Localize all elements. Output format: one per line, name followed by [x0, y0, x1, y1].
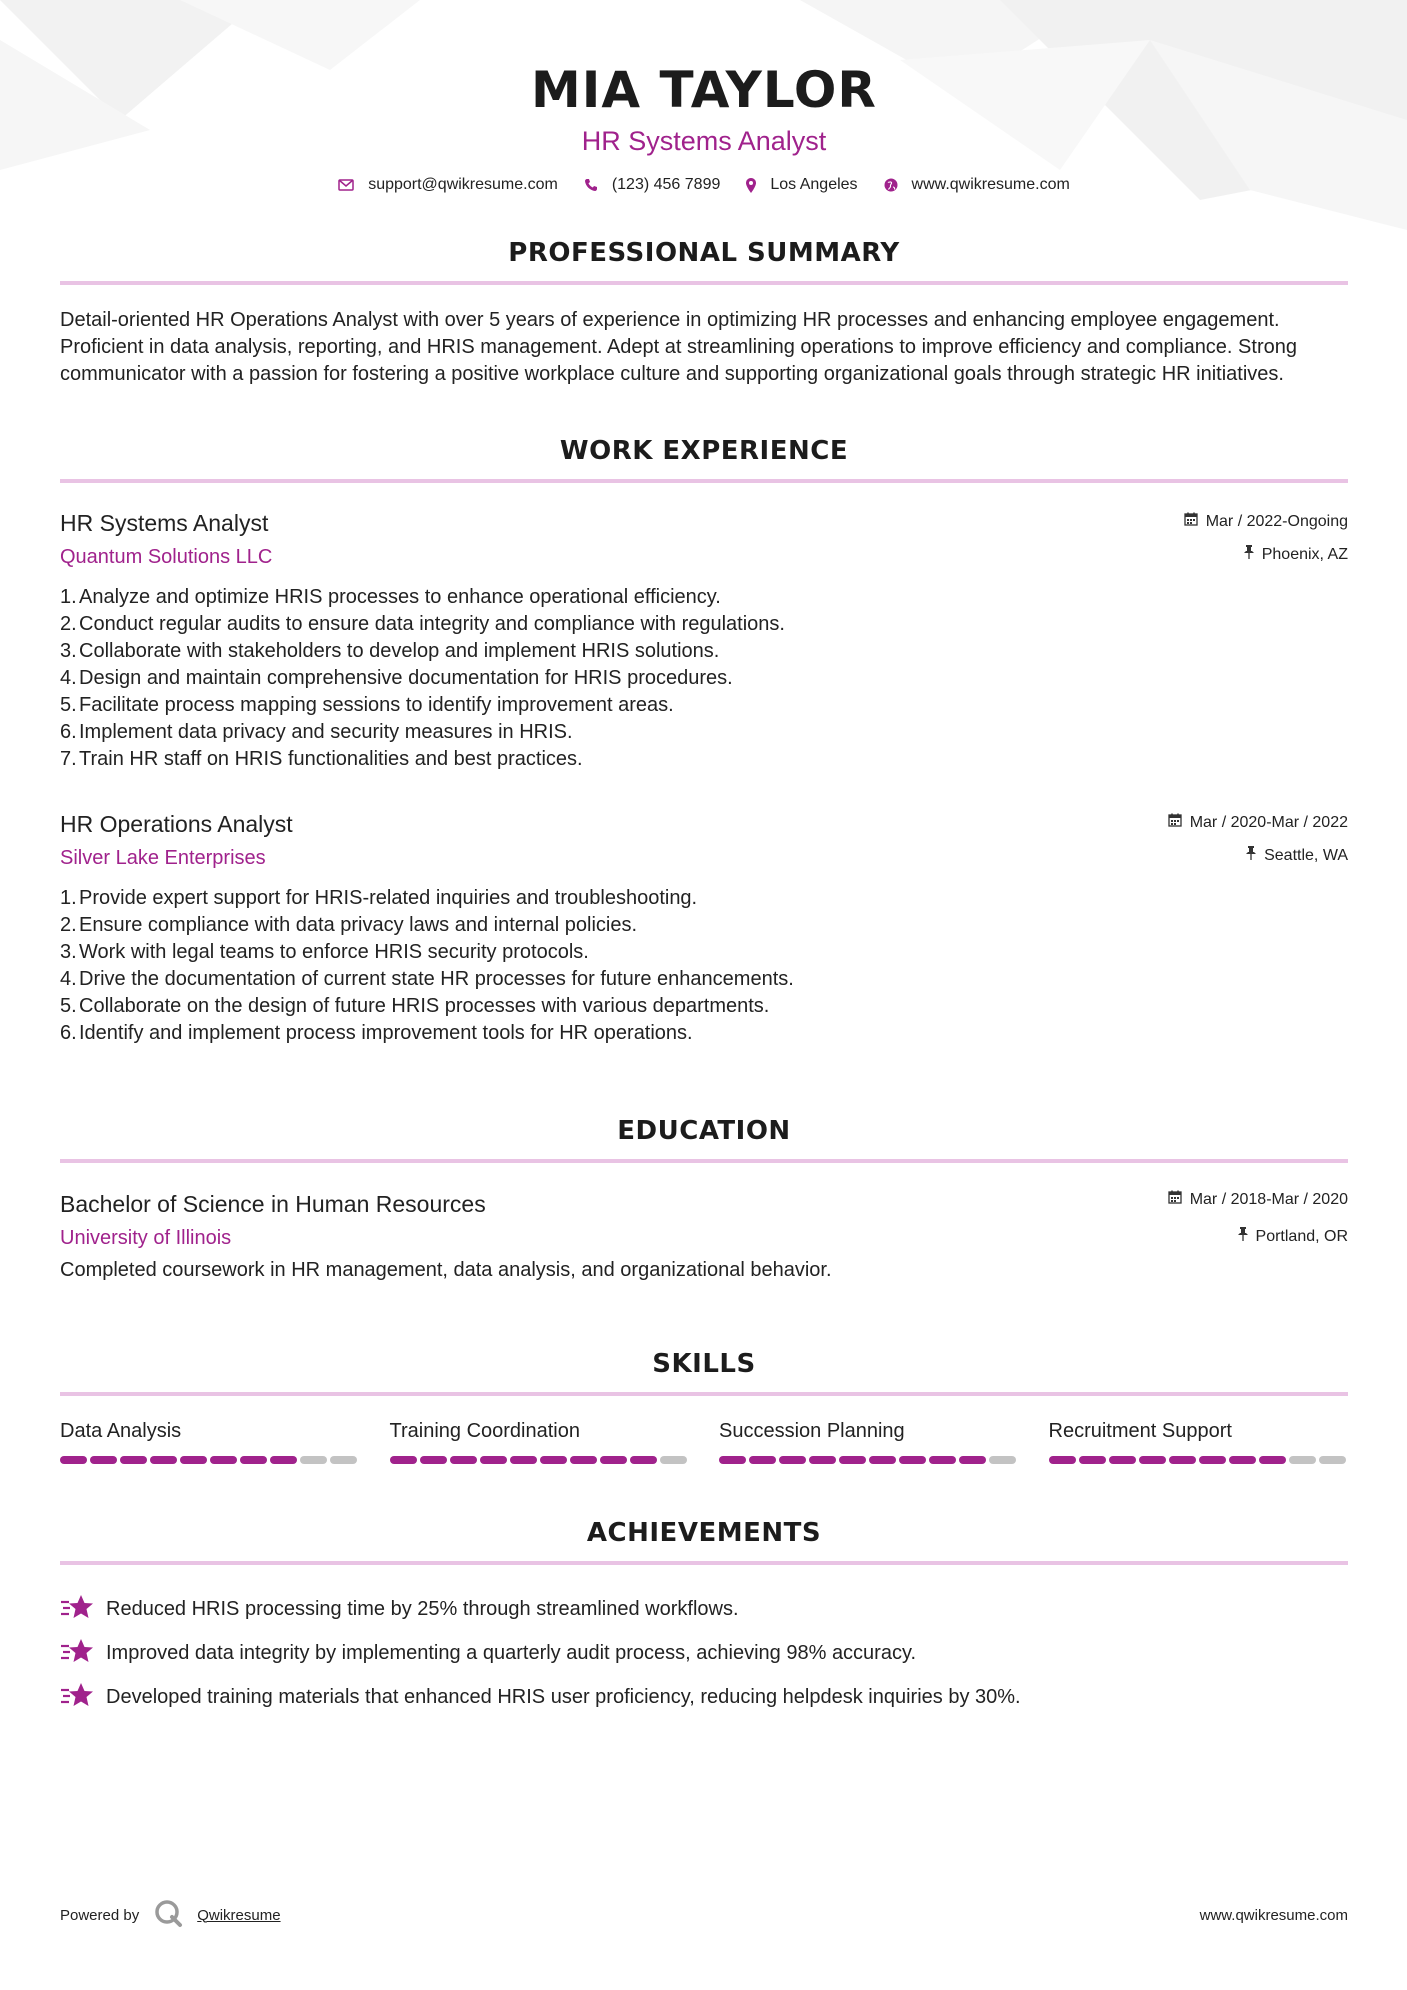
list-item: 2. Ensure compliance with data privacy laws and internal policies. [60, 914, 638, 936]
resume-page [60, 0, 1348, 1708]
phone-icon [584, 178, 598, 192]
powered-by-label: Powered by [60, 1906, 140, 1924]
map-pin-icon [746, 178, 756, 193]
skill-segment-filled [510, 1456, 537, 1464]
qwikresume-logo-icon [153, 1898, 183, 1932]
education-location [1238, 1227, 1348, 1246]
job-location-text: Seattle, WA [1264, 846, 1348, 864]
achievements-list [60, 1587, 1348, 1719]
list-item: 6. Identify and implement process improvement tools for HR operations. [60, 1022, 693, 1044]
list-item: 5. Facilitate process mapping sessions to identify improvement areas. [60, 694, 674, 716]
skill-name: Recruitment Support [1048, 1420, 1232, 1442]
skills-list [60, 1418, 1348, 1464]
calendar-icon [1168, 813, 1182, 832]
skill-name: Succession Planning [719, 1420, 905, 1442]
skill-segment-filled [1169, 1456, 1196, 1464]
list-item: 5. Collaborate on the design of future HRIS processes with various departments. [60, 995, 770, 1017]
skill-segment-empty [300, 1456, 327, 1464]
page-footer [60, 1898, 1348, 1932]
section-divider [60, 281, 1348, 285]
job-role: HR Systems Analyst [60, 510, 269, 536]
achievement-text: Reduced HRIS processing time by 25% through streamlined workflows. [106, 1598, 739, 1620]
job-location-text: Phoenix, AZ [1261, 545, 1348, 563]
contact-phone[interactable] [584, 176, 721, 194]
footer-website-link[interactable]: www.qwikresume.com [1199, 1906, 1348, 1924]
candidate-name: MIA TAYLOR [531, 61, 877, 119]
website-text: www.qwikresume.com [911, 176, 1070, 193]
skill-segment-filled [1229, 1456, 1256, 1464]
skill-segment-filled [779, 1456, 806, 1464]
skill-segment-filled [630, 1456, 657, 1464]
skill-segment-filled [210, 1456, 237, 1464]
skill-segment-filled [1049, 1456, 1076, 1464]
star-icon [60, 1593, 94, 1626]
pushpin-icon [1244, 545, 1254, 564]
job-date [1168, 813, 1348, 832]
skill-item [60, 1418, 360, 1464]
calendar-icon [1168, 1190, 1182, 1209]
job-bullets [60, 885, 1348, 1047]
skill-segment-filled [869, 1456, 896, 1464]
list-item [60, 1631, 1348, 1675]
education-location-text: Portland, OR [1255, 1227, 1348, 1245]
experience-section [60, 434, 1348, 483]
degree-title: Bachelor of Science in Human Resources [60, 1191, 486, 1217]
skill-name: Training Coordination [389, 1420, 580, 1442]
skill-segment-filled [959, 1456, 986, 1464]
skill-segment-filled [150, 1456, 177, 1464]
location-text: Los Angeles [770, 176, 858, 193]
education-entry [60, 1189, 1348, 1284]
pushpin-icon [1238, 1227, 1248, 1246]
job-date [1184, 512, 1348, 531]
skill-item [1049, 1418, 1349, 1464]
skill-segment-empty [660, 1456, 687, 1464]
job-date-text: Mar / 2020-Mar / 2022 [1189, 813, 1348, 831]
summary-heading: PROFESSIONAL SUMMARY [508, 238, 900, 268]
skill-segment-filled [839, 1456, 866, 1464]
skill-segment-filled [719, 1456, 746, 1464]
brand-link[interactable]: Qwikresume [197, 1906, 281, 1924]
skill-segment-filled [90, 1456, 117, 1464]
education-date-text: Mar / 2018-Mar / 2020 [1189, 1190, 1348, 1208]
education-section [60, 1114, 1348, 1163]
list-item: 1. Analyze and optimize HRIS processes to enhance operational efficiency. [60, 586, 721, 608]
calendar-icon [1184, 512, 1198, 531]
achievement-text: Developed training materials that enhanced HRIS user proficiency, reducing helpdesk inquiries by 30%. [106, 1686, 1021, 1708]
skill-segment-filled [929, 1456, 956, 1464]
education-description: Completed coursework in HR management, data analysis, and organizational behavior. [60, 1259, 832, 1281]
skill-segment-filled [540, 1456, 567, 1464]
skill-segment-empty [989, 1456, 1016, 1464]
achievements-section [60, 1516, 1348, 1719]
skill-item [390, 1418, 690, 1464]
skills-section [60, 1347, 1348, 1464]
section-divider [60, 1159, 1348, 1163]
skill-level-bar [719, 1456, 1019, 1464]
skill-segment-filled [240, 1456, 267, 1464]
list-item: 1. Provide expert support for HRIS-related inquiries and troubleshooting. [60, 887, 698, 909]
section-divider [60, 479, 1348, 483]
job-location [1246, 846, 1348, 865]
skill-level-bar [1049, 1456, 1349, 1464]
star-icon [60, 1681, 94, 1714]
skill-segment-filled [1139, 1456, 1166, 1464]
contact-row [60, 176, 1348, 194]
job-company: Quantum Solutions LLC [60, 546, 273, 568]
powered-by [60, 1898, 281, 1932]
job-company: Silver Lake Enterprises [60, 847, 266, 869]
skill-segment-filled [570, 1456, 597, 1464]
contact-website[interactable] [884, 176, 1070, 194]
skill-segment-filled [450, 1456, 477, 1464]
list-item: 4. Drive the documentation of current state HR processes for future enhancements. [60, 968, 794, 990]
experience-heading: WORK EXPERIENCE [559, 436, 849, 466]
skills-heading: SKILLS [652, 1349, 756, 1379]
skill-segment-filled [390, 1456, 417, 1464]
resume-header [60, 0, 1348, 194]
list-item: 4. Design and maintain comprehensive documentation for HRIS procedures. [60, 667, 733, 689]
list-item [60, 1675, 1348, 1719]
star-icon [60, 1637, 94, 1670]
phone-text: (123) 456 7899 [611, 176, 721, 193]
education-date [1168, 1190, 1348, 1209]
skill-segment-filled [420, 1456, 447, 1464]
achievements-heading: ACHIEVEMENTS [586, 1518, 822, 1548]
skill-segment-filled [120, 1456, 147, 1464]
skill-segment-filled [180, 1456, 207, 1464]
list-item: 7. Train HR staff on HRIS functionalities and best practices. [60, 748, 583, 770]
skill-segment-filled [749, 1456, 776, 1464]
skill-segment-filled [1259, 1456, 1286, 1464]
skill-segment-filled [60, 1456, 87, 1464]
envelope-icon [338, 179, 354, 191]
skill-segment-filled [1079, 1456, 1106, 1464]
achievement-text: Improved data integrity by implementing a quarterly audit process, achieving 98% accuracy. [106, 1642, 917, 1664]
skill-name: Data Analysis [60, 1420, 182, 1442]
skill-segment-filled [809, 1456, 836, 1464]
skill-segment-filled [270, 1456, 297, 1464]
list-item [60, 1587, 1348, 1631]
skill-segment-empty [1289, 1456, 1316, 1464]
pushpin-icon [1246, 846, 1256, 865]
list-item: 2. Conduct regular audits to ensure data integrity and compliance with regulations. [60, 613, 785, 635]
contact-location [746, 176, 857, 194]
skill-segment-empty [330, 1456, 357, 1464]
summary-text: Detail-oriented HR Operations Analyst with over 5 years of experience in optimizing HR processes and enhancing employee engagement. Proficient in data analysis, reporting, and HRIS management. Adept at streamlining operations to improve efficiency and compliance. Strong communicator with a passion for fostering a positive workplace culture and supporting organizational goals through strategic HR initiatives. [60, 309, 1297, 385]
skill-segment-filled [899, 1456, 926, 1464]
job-location [1244, 545, 1348, 564]
skill-segment-empty [1319, 1456, 1346, 1464]
job-date-text: Mar / 2022-Ongoing [1205, 512, 1348, 530]
skill-segment-filled [600, 1456, 627, 1464]
section-divider [60, 1392, 1348, 1396]
email-text: support@qwikresume.com [368, 176, 558, 193]
list-item: 3. Work with legal teams to enforce HRIS security protocols. [60, 941, 589, 963]
skill-segment-filled [1199, 1456, 1226, 1464]
globe-icon [884, 178, 898, 192]
skill-segment-filled [1109, 1456, 1136, 1464]
contact-email[interactable] [338, 176, 558, 194]
job-role: HR Operations Analyst [60, 811, 293, 837]
skill-level-bar [390, 1456, 690, 1464]
summary-section [60, 236, 1348, 388]
section-divider [60, 1561, 1348, 1565]
school-name: University of Illinois [60, 1227, 232, 1249]
job-entry [60, 809, 1348, 1047]
list-item: 6. Implement data privacy and security measures in HRIS. [60, 721, 573, 743]
skill-segment-filled [480, 1456, 507, 1464]
skill-item [719, 1418, 1019, 1464]
skill-level-bar [60, 1456, 360, 1464]
education-heading: EDUCATION [617, 1116, 791, 1146]
candidate-title: HR Systems Analyst [581, 126, 827, 156]
job-entry [60, 508, 1348, 773]
list-item: 3. Collaborate with stakeholders to develop and implement HRIS solutions. [60, 640, 720, 662]
job-bullets [60, 584, 1348, 773]
